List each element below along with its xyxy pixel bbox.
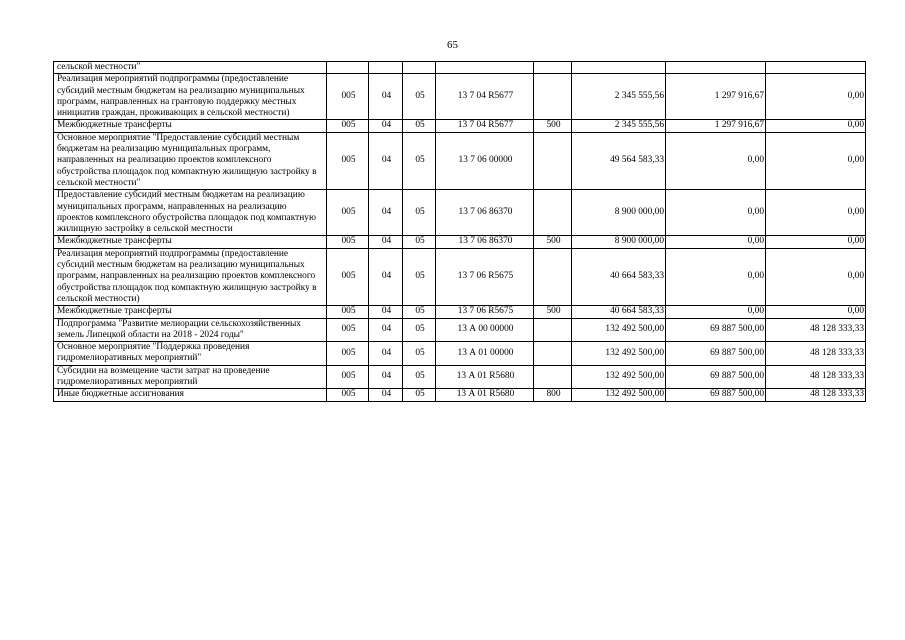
- target-article-code: 13 А 01 R5680: [436, 389, 534, 401]
- subsection-code: 05: [403, 342, 436, 366]
- amount-year-2: 69 887 500,00: [666, 342, 766, 366]
- section-code: 04: [369, 318, 403, 342]
- amount-year-2: 0,00: [666, 190, 766, 236]
- item-name: сельской местности": [54, 62, 327, 74]
- target-article-code: 13 А 01 R5680: [436, 365, 534, 389]
- amount-year-2: 69 887 500,00: [666, 389, 766, 401]
- expense-type-code: 800: [534, 389, 572, 401]
- amount-year-3: 0,00: [766, 74, 866, 120]
- ministry-code: 005: [327, 74, 369, 120]
- amount-year-3: 0,00: [766, 236, 866, 248]
- section-code: 04: [369, 248, 403, 305]
- section-code: 04: [369, 342, 403, 366]
- section-code: 04: [369, 389, 403, 401]
- ministry-code: 005: [327, 365, 369, 389]
- amount-year-1: 40 664 583,33: [572, 306, 666, 318]
- table-row: [54, 318, 866, 342]
- table-row: [54, 342, 866, 366]
- section-code: 04: [369, 132, 403, 189]
- expense-type-code: [534, 365, 572, 389]
- subsection-code: 05: [403, 365, 436, 389]
- item-name: Реализация мероприятий подпрограммы (предоставление субсидий местным бюджетам на реализацию муниципальных программ, направленных на грантовую поддержку местных инициатив граждан, проживающих в сельской местности): [54, 74, 327, 120]
- table-row: [54, 120, 866, 132]
- amount-year-3: [766, 62, 866, 74]
- section-code: 04: [369, 236, 403, 248]
- amount-year-3: 48 128 333,33: [766, 365, 866, 389]
- ministry-code: 005: [327, 190, 369, 236]
- target-article-code: 13 А 01 00000: [436, 342, 534, 366]
- amount-year-3: 0,00: [766, 306, 866, 318]
- amount-year-3: 48 128 333,33: [766, 318, 866, 342]
- amount-year-2: 69 887 500,00: [666, 365, 766, 389]
- expense-type-code: [534, 190, 572, 236]
- expense-type-code: 500: [534, 120, 572, 132]
- amount-year-2: 0,00: [666, 306, 766, 318]
- table-row: [54, 62, 866, 74]
- ministry-code: 005: [327, 120, 369, 132]
- amount-year-2: [666, 62, 766, 74]
- section-code: 04: [369, 74, 403, 120]
- amount-year-2: 0,00: [666, 236, 766, 248]
- amount-year-2: 1 297 916,67: [666, 120, 766, 132]
- target-article-code: 13 А 00 00000: [436, 318, 534, 342]
- subsection-code: 05: [403, 318, 436, 342]
- amount-year-3: 48 128 333,33: [766, 389, 866, 401]
- amount-year-1: 132 492 500,00: [572, 365, 666, 389]
- target-article-code: 13 7 04 R5677: [436, 74, 534, 120]
- table-row: [54, 190, 866, 236]
- expense-type-code: [534, 74, 572, 120]
- table-row: [54, 248, 866, 305]
- expense-type-code: 500: [534, 236, 572, 248]
- ministry-code: 005: [327, 132, 369, 189]
- ministry-code: 005: [327, 318, 369, 342]
- item-name: Основное мероприятие "Поддержка проведения гидромелиоративных мероприятий": [54, 342, 327, 366]
- section-code: 04: [369, 365, 403, 389]
- amount-year-1: 49 564 583,33: [572, 132, 666, 189]
- item-name: Межбюджетные трансферты: [54, 306, 327, 318]
- amount-year-2: 0,00: [666, 248, 766, 305]
- section-code: 04: [369, 120, 403, 132]
- item-name: Реализация мероприятий подпрограммы (предоставление субсидий местным бюджетам на реализацию муниципальных программ, направленных на реализацию проектов комплексного обустройства площадок под компактную жилищную застройку в сельской местности): [54, 248, 327, 305]
- amount-year-2: 69 887 500,00: [666, 318, 766, 342]
- amount-year-3: 48 128 333,33: [766, 342, 866, 366]
- item-name: Предоставление субсидий местным бюджетам на реализацию муниципальных программ, направленных на реализацию проектов комплексного обустройства площадок под компактную жилищную застройку в сельской местности: [54, 190, 327, 236]
- subsection-code: 05: [403, 74, 436, 120]
- item-name: Межбюджетные трансферты: [54, 236, 327, 248]
- page-number: 65: [447, 39, 458, 51]
- amount-year-3: 0,00: [766, 120, 866, 132]
- table-row: [54, 236, 866, 248]
- amount-year-1: 132 492 500,00: [572, 342, 666, 366]
- table-row: [54, 74, 866, 120]
- item-name: Субсидии на возмещение части затрат на проведение гидромелиоративных мероприятий: [54, 365, 327, 389]
- amount-year-1: 40 664 583,33: [572, 248, 666, 305]
- amount-year-3: 0,00: [766, 190, 866, 236]
- ministry-code: 005: [327, 248, 369, 305]
- target-article-code: 13 7 04 R5677: [436, 120, 534, 132]
- amount-year-1: 8 900 000,00: [572, 236, 666, 248]
- target-article-code: 13 7 06 R5675: [436, 306, 534, 318]
- expense-type-code: 500: [534, 306, 572, 318]
- amount-year-3: 0,00: [766, 248, 866, 305]
- target-article-code: 13 7 06 86370: [436, 190, 534, 236]
- subsection-code: 05: [403, 132, 436, 189]
- subsection-code: [403, 62, 436, 74]
- amount-year-2: 1 297 916,67: [666, 74, 766, 120]
- table-row: [54, 389, 866, 401]
- target-article-code: [436, 62, 534, 74]
- item-name: Подпрограмма "Развитие мелиорации сельскохозяйственных земель Липецкой области на 2018 - 2024 годы": [54, 318, 327, 342]
- ministry-code: 005: [327, 389, 369, 401]
- table-row: [54, 132, 866, 189]
- table-row: [54, 365, 866, 389]
- subsection-code: 05: [403, 248, 436, 305]
- ministry-code: 005: [327, 306, 369, 318]
- subsection-code: 05: [403, 190, 436, 236]
- section-code: 04: [369, 306, 403, 318]
- budget-table: [53, 61, 866, 402]
- target-article-code: 13 7 06 86370: [436, 236, 534, 248]
- amount-year-1: 132 492 500,00: [572, 318, 666, 342]
- expense-type-code: [534, 132, 572, 189]
- table-row: [54, 306, 866, 318]
- subsection-code: 05: [403, 120, 436, 132]
- target-article-code: 13 7 06 R5675: [436, 248, 534, 305]
- item-name: Межбюджетные трансферты: [54, 120, 327, 132]
- target-article-code: 13 7 06 00000: [436, 132, 534, 189]
- section-code: 04: [369, 190, 403, 236]
- amount-year-1: 2 345 555,56: [572, 120, 666, 132]
- item-name: Иные бюджетные ассигнования: [54, 389, 327, 401]
- item-name: Основное мероприятие "Предоставление субсидий местным бюджетам на реализацию муниципальных программ, направленных на реализацию проектов комплексного обустройства площадок под компактную жилищную застройку в сельской местности": [54, 132, 327, 189]
- ministry-code: [327, 62, 369, 74]
- expense-type-code: [534, 342, 572, 366]
- ministry-code: 005: [327, 236, 369, 248]
- amount-year-1: 2 345 555,56: [572, 74, 666, 120]
- subsection-code: 05: [403, 389, 436, 401]
- amount-year-3: 0,00: [766, 132, 866, 189]
- amount-year-1: [572, 62, 666, 74]
- expense-type-code: [534, 62, 572, 74]
- amount-year-1: 132 492 500,00: [572, 389, 666, 401]
- amount-year-2: 0,00: [666, 132, 766, 189]
- expense-type-code: [534, 318, 572, 342]
- ministry-code: 005: [327, 342, 369, 366]
- section-code: [369, 62, 403, 74]
- amount-year-1: 8 900 000,00: [572, 190, 666, 236]
- subsection-code: 05: [403, 236, 436, 248]
- expense-type-code: [534, 248, 572, 305]
- subsection-code: 05: [403, 306, 436, 318]
